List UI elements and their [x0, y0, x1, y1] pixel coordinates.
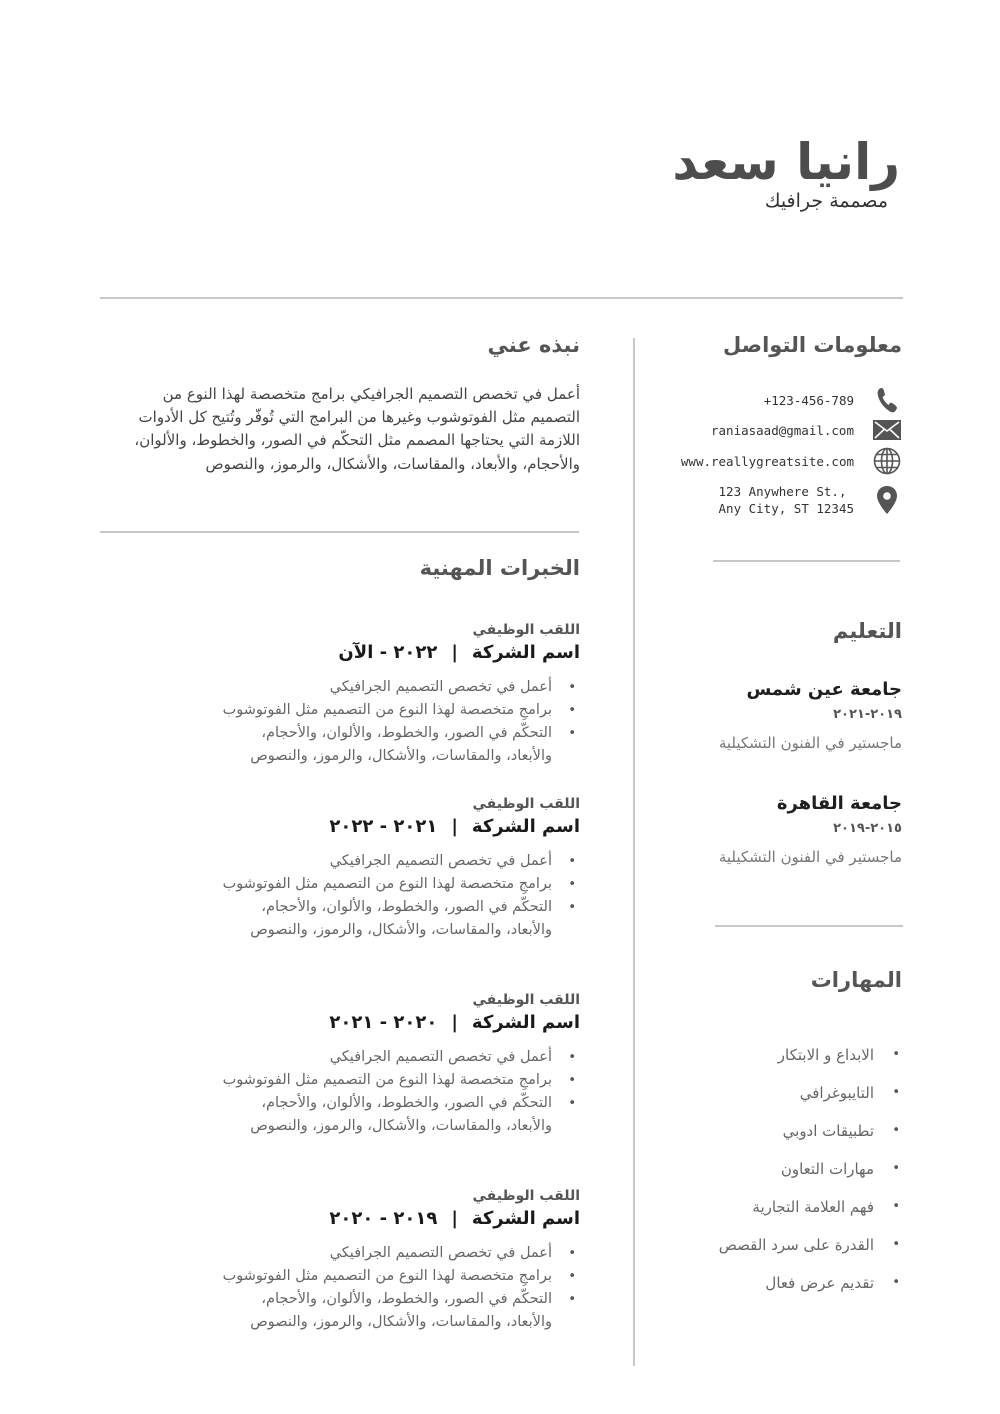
job-company-line — [160, 1010, 580, 1036]
job-bullet: • أعمل في تخصص التصميم الجرافيكي — [160, 850, 552, 873]
contact-website[interactable]: www.reallygreatsite.com — [680, 453, 854, 469]
resume-role: مصممة جرافيك — [764, 190, 888, 212]
skills-list — [642, 1036, 902, 1302]
contact-title: معلومات التواصل — [723, 333, 902, 357]
contact-website-row — [652, 446, 902, 476]
education-school: جامعة عين شمس — [746, 679, 902, 700]
job-company: اسم الشركة — [471, 1012, 580, 1033]
job-company-line — [160, 1206, 580, 1232]
education-years: ٢٠١٥-٢٠١٩ — [833, 821, 902, 836]
experience-item — [160, 620, 580, 768]
education-title: التعليم — [832, 619, 902, 643]
job-company: اسم الشركة — [471, 642, 580, 663]
about-text: أعمل في تخصص التصميم الجرافيكي برامج متخصصة لهذا النوع من التصميم مثل الفوتوشوب وغيرها من البرامج التي تُوفّر وتُتيح كل الأدوات اللازمة التي يحتاجها المصمم مثل التحكّم في الصور، والخطوط، والألوان، والأحجام، والأبعاد، والمقاسات، والأشكال، والرموز، والنصوص — [134, 385, 580, 473]
job-separator: | — [451, 642, 458, 663]
skill-item: • التايبوغرافي — [642, 1074, 874, 1112]
skill-item: • تطبيقات ادوبي — [642, 1112, 874, 1150]
job-company-line — [160, 640, 580, 666]
job-separator: | — [451, 816, 458, 837]
job-separator: | — [451, 1012, 458, 1033]
contact-address-row — [652, 483, 902, 517]
job-period: ٢٠١٩ - ٢٠٢٠ — [329, 1208, 438, 1229]
skills-title: المهارات — [810, 968, 902, 992]
about-title: نبذه عني — [487, 333, 580, 357]
address-line-1: 123 Anywhere St., — [718, 484, 847, 499]
job-bullet: • التحكّم في الصور، والخطوط، والألوان، والأحجام، والأبعاد، والمقاسات، والأشكال، والرموز، والنصوص — [222, 1092, 552, 1138]
job-company: اسم الشركة — [471, 1208, 580, 1229]
contact-address — [719, 483, 854, 517]
job-period: ٢٠٢١ - ٢٠٢٢ — [329, 816, 438, 837]
skill-item: • القدرة على سرد القصص — [642, 1226, 874, 1264]
contact-divider — [713, 560, 900, 562]
job-bullets — [160, 850, 580, 942]
contact-phone[interactable]: +123-456-789 — [763, 392, 854, 408]
globe-icon — [872, 446, 902, 476]
education-school: جامعة القاهرة — [776, 793, 902, 814]
resume-name: رانيا سعد — [672, 133, 900, 191]
job-separator: | — [451, 1208, 458, 1229]
skill-item: • مهارات التعاون — [642, 1150, 874, 1188]
education-item — [642, 791, 902, 869]
job-bullet: • برامجِ متخصصة لهذا النوع من التصميم مثل الفوتوشوب — [160, 1069, 552, 1092]
header-divider — [100, 297, 903, 299]
job-company-line — [160, 814, 580, 840]
contact-email-row — [652, 415, 902, 445]
job-title: اللقب الوظيفي — [472, 796, 580, 812]
education-degree: ماجستير في الفنون التشكيلية — [718, 848, 902, 866]
job-bullet: • برامجِ متخصصة لهذا النوع من التصميم مثل الفوتوشوب — [160, 699, 552, 722]
experience-title: الخبرات المهنية — [419, 556, 580, 580]
job-bullets — [160, 1242, 580, 1334]
job-bullet: • التحكّم في الصور، والخطوط، والألوان، والأحجام، والأبعاد، والمقاسات، والأشكال، والرموز، والنصوص — [222, 1288, 552, 1334]
job-bullet: • أعمل في تخصص التصميم الجرافيكي — [160, 1242, 552, 1265]
skill-item: • تقديم عرض فعال — [642, 1264, 874, 1302]
contact-phone-row — [652, 385, 902, 415]
phone-icon — [872, 385, 902, 415]
job-bullet: • التحكّم في الصور، والخطوط، والألوان، والأحجام، والأبعاد، والمقاسات، والأشكال، والرموز، والنصوص — [222, 896, 552, 942]
envelope-icon — [872, 415, 902, 445]
experience-item — [160, 794, 580, 942]
job-company: اسم الشركة — [471, 816, 580, 837]
job-period: ٢٠٢٠ - ٢٠٢١ — [329, 1012, 438, 1033]
experience-item — [160, 990, 580, 1138]
job-title: اللقب الوظيفي — [472, 622, 580, 638]
map-pin-icon — [872, 485, 902, 515]
job-title: اللقب الوظيفي — [472, 1188, 580, 1204]
job-bullet: • برامجِ متخصصة لهذا النوع من التصميم مثل الفوتوشوب — [160, 873, 552, 896]
education-degree: ماجستير في الفنون التشكيلية — [718, 734, 902, 752]
experience-item — [160, 1186, 580, 1334]
contact-email[interactable]: raniasaad@gmail.com — [711, 422, 854, 438]
education-item — [642, 677, 902, 755]
job-bullet: • أعمل في تخصص التصميم الجرافيكي — [160, 676, 552, 699]
skill-item: • الابداع و الابتكار — [642, 1036, 874, 1074]
education-divider — [715, 925, 903, 927]
job-bullet: • برامجِ متخصصة لهذا النوع من التصميم مثل الفوتوشوب — [160, 1265, 552, 1288]
about-divider — [100, 531, 579, 533]
skill-item: • فهم العلامة التجارية — [642, 1188, 874, 1226]
job-bullets — [160, 1046, 580, 1138]
address-line-2: Any City, ST 12345 — [718, 501, 854, 516]
column-divider — [633, 338, 635, 1366]
job-bullet: • أعمل في تخصص التصميم الجرافيكي — [160, 1046, 552, 1069]
job-bullet: • التحكّم في الصور، والخطوط، والألوان، والأحجام، والأبعاد، والمقاسات، والأشكال، والرموز، والنصوص — [212, 722, 552, 768]
education-years: ٢٠١٩-٢٠٢١ — [833, 707, 902, 722]
job-title: اللقب الوظيفي — [472, 992, 580, 1008]
job-period: ٢٠٢٢ - الآن — [338, 642, 438, 663]
job-bullets — [160, 676, 580, 768]
